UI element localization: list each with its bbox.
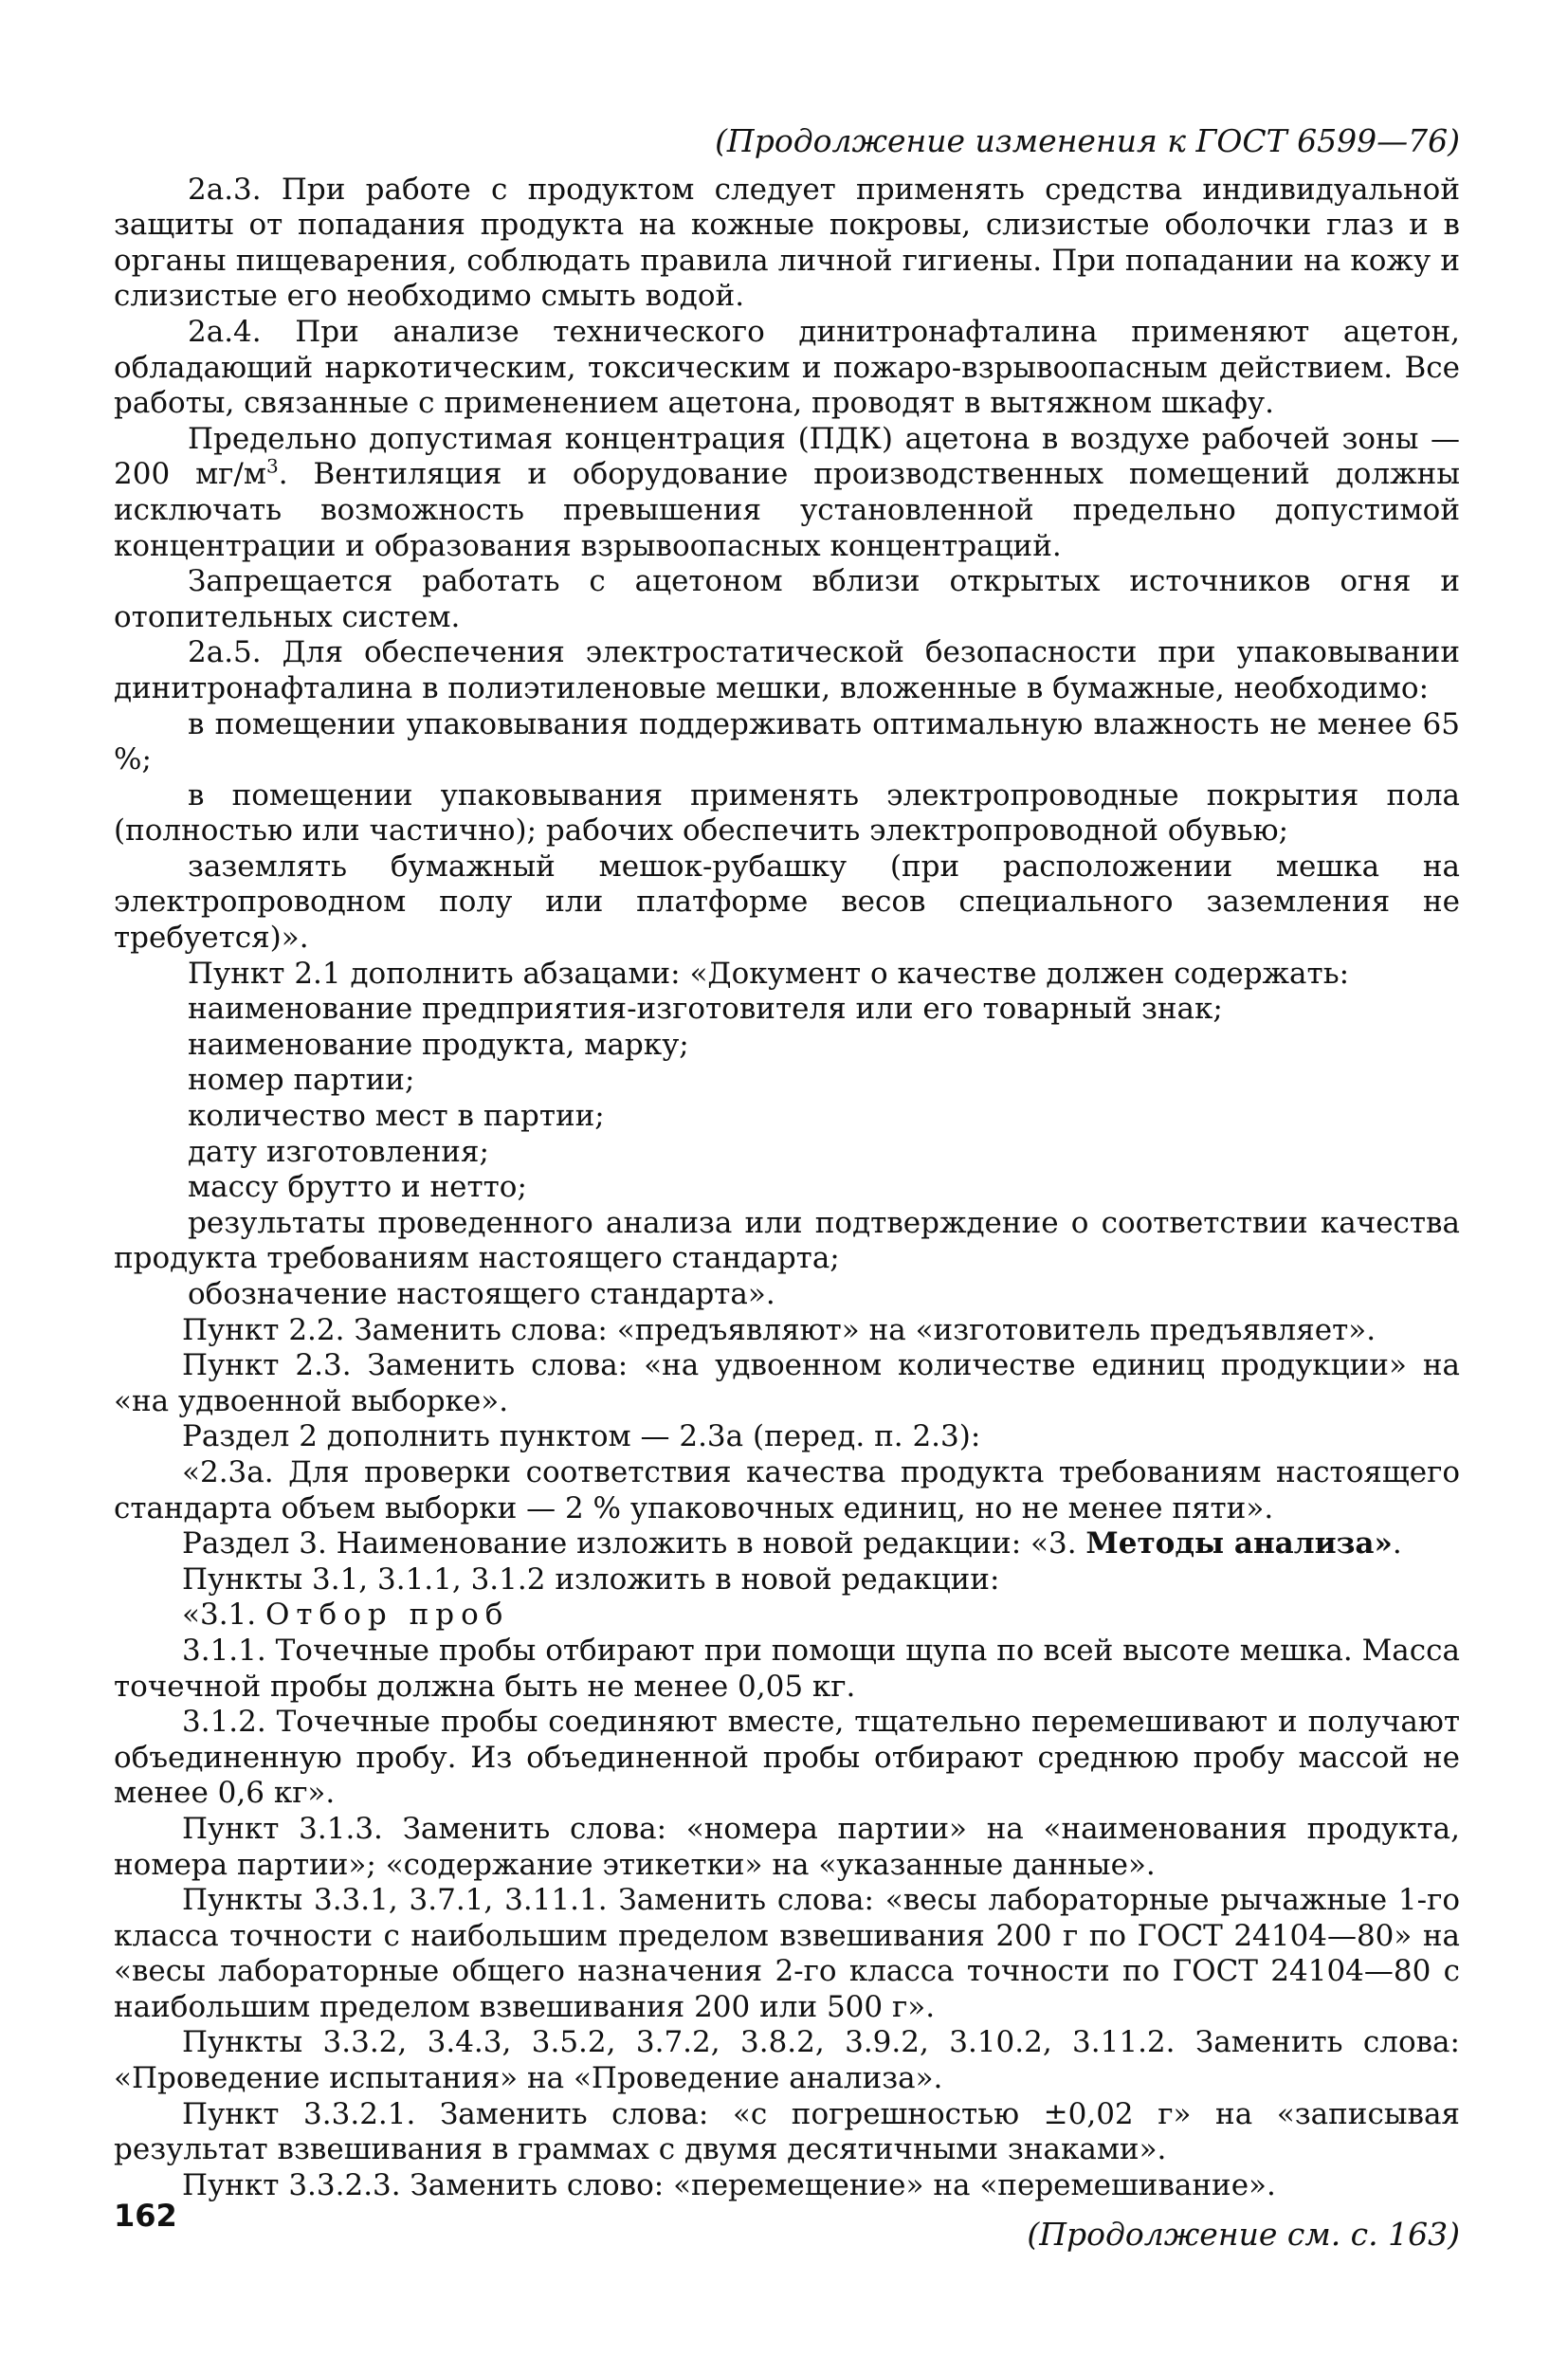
continuation-footer: (Продолжение см. с. 163) [1027,2216,1460,2254]
list-item: наименование продукта, марку; [188,1027,689,1062]
pdk-text-start: Предельно допустимая концентрация (ПДК) ацетона в воздухе рабочей зоны — 200 мг/м [114,421,1460,492]
document-page [114,123,1460,2253]
list-item: дату изготовления; [188,1134,489,1169]
list-item: количество мест в партии; [188,1099,605,1134]
paragraph-items-3-1: Пункты 3.1, 3.1.1, 3.1.2 изложить в новой редакции: [182,1561,1000,1597]
subheading-sampling [114,1598,1460,1634]
paragraph-3-1-1: 3.1.1. Точечные пробы отбирают при помощи щупа по всей высоте мешка. Масса точечной пробы должна быть не менее 0,05 кг. [114,1633,1460,1704]
list-item: результаты проведенного анализа или подтверждение о соответствии качества продукта требованиям настоящего стандарта; [114,1205,1460,1276]
paragraph-section-2: Раздел 2 дополнить пунктом — 2.3а (перед. п. 2.3): [182,1419,981,1454]
paragraph-items-3-3-2: Пункты 3.3.2, 3.4.3, 3.5.2, 3.7.2, 3.8.2, 3.9.2, 3.10.2, 3.11.2. Заменить слова: «Проведение испытания» на «Проведение анализа». [114,2025,1460,2096]
paragraph-humidity: в помещении упаковывания поддерживать оптимальную влажность не менее 65 %; [114,706,1460,777]
paragraph-pdk [114,422,1460,564]
paragraph-item-2-1: Пункт 2.1 дополнить абзацами: «Документ о качестве должен содержать: [188,956,1350,991]
paragraph-2a3: 2а.3. При работе с продуктом следует применять средства индивидуальной защиты от попадания продукта на кожные покровы, слизистые оболочки глаз и в органы пищеварения, соблюдать правила личной гигиены. При попадании на кожу и слизистые его необходимо смыть водой. [114,172,1460,314]
continuation-header: (Продолжение изменения к ГОСТ 6599—76) [715,122,1460,159]
page-number: 162 [114,2198,177,2234]
paragraph-2a5: 2а.5. Для обеспечения электростатической безопасности при упаковывании динитронафталина в полиэтиленовые мешки, вложенные в бумажные, необходимо: [114,635,1460,705]
list-item: массу брутто и нетто; [188,1170,527,1205]
paragraph-items-3-3-1: Пункты 3.3.1, 3.7.1, 3.11.1. Заменить слова: «весы лабораторные рычажные 1-го класса точности с наибольшим пределом взвешивания 200 г по ГОСТ 24104—80» на «весы лабораторные общего назначения 2-го класса точности по ГОСТ 24104—80 с наибольшим пределом взвешивания 200 или 500 г». [114,1883,1460,2024]
subheading-title: Отбор проб [264,1598,510,1633]
paragraph-section-3 [114,1526,1460,1562]
list-item: обозначение настоящего стандарта». [188,1277,775,1311]
list-item: номер партии; [188,1063,415,1098]
paragraph-3-1-2: 3.1.2. Точечные пробы соединяют вместе, тщательно перемешивают и получают объединенную пробу. Из объединенной пробы отбирают среднюю пробу массой не менее 0,6 кг». [114,1705,1460,1811]
paragraph-item-2-3a: «2.3а. Для проверки соответствия качества продукта требованиям настоящего стандарта объем выборки — 2 % упаковочных единиц, но не менее пяти». [114,1454,1460,1525]
list-item: наименование предприятия-изготовителя или его товарный знак; [188,992,1223,1027]
paragraph-item-3-1-3: Пункт 3.1.3. Заменить слова: «номера партии» на «наименования продукта, номера партии»; «содержание этикетки» на «указанные данные». [114,1811,1460,1882]
section-3-text: Раздел 3. Наименование изложить в новой редакции: «3. [182,1526,1086,1561]
paragraph-ground: заземлять бумажный мешок-рубашку (при расположении мешка на электропроводном полу или платформе весов специального заземления не требуется)». [114,849,1460,956]
paragraph-item-2-3: Пункт 2.3. Заменить слова: «на удвоенном количестве единиц продукции» на «на удвоенной выборке». [114,1348,1460,1418]
paragraph-item-3-3-2-3: Пункт 3.3.2.3. Заменить слово: «перемещение» на «перемешивание». [182,2167,1276,2202]
section-3-end: . [1392,1526,1402,1561]
pdk-superscript: 3 [265,455,279,479]
paragraph-item-2-2: Пункт 2.2. Заменить слова: «предъявляют» на «изготовитель предъявляет». [182,1312,1377,1347]
paragraph-prohibition: Запрещается работать с ацетоном вблизи открытых источников огня и отопительных систем. [114,564,1460,634]
pdk-text-end: . Вентиляция и оборудование производственных помещений должны исключать возможность превышения установленной предельно допустимой концентрации и образования взрывоопасных концентраций. [114,457,1460,563]
subheading-number: «3.1. [182,1598,265,1633]
paragraph-item-3-3-2-1: Пункт 3.3.2.1. Заменить слова: «с погрешностью ±0,02 г» на «записывая результат взвешивания в граммах с двумя десятичными знаками». [114,2096,1460,2167]
section-3-title: Методы анализа» [1085,1526,1393,1561]
paragraph-2a4: 2а.4. При анализе технического динитронафталина применяют ацетон, обладающий наркотическим, токсическим и пожаро-взрывоопасным действием. Все работы, связанные с применением ацетона, проводят в вытяжном шкафу. [114,314,1460,421]
paragraph-floor: в помещении упаковывания применять электропроводные покрытия пола (полностью или частично); рабочих обеспечить электропроводной обувью; [114,777,1460,849]
